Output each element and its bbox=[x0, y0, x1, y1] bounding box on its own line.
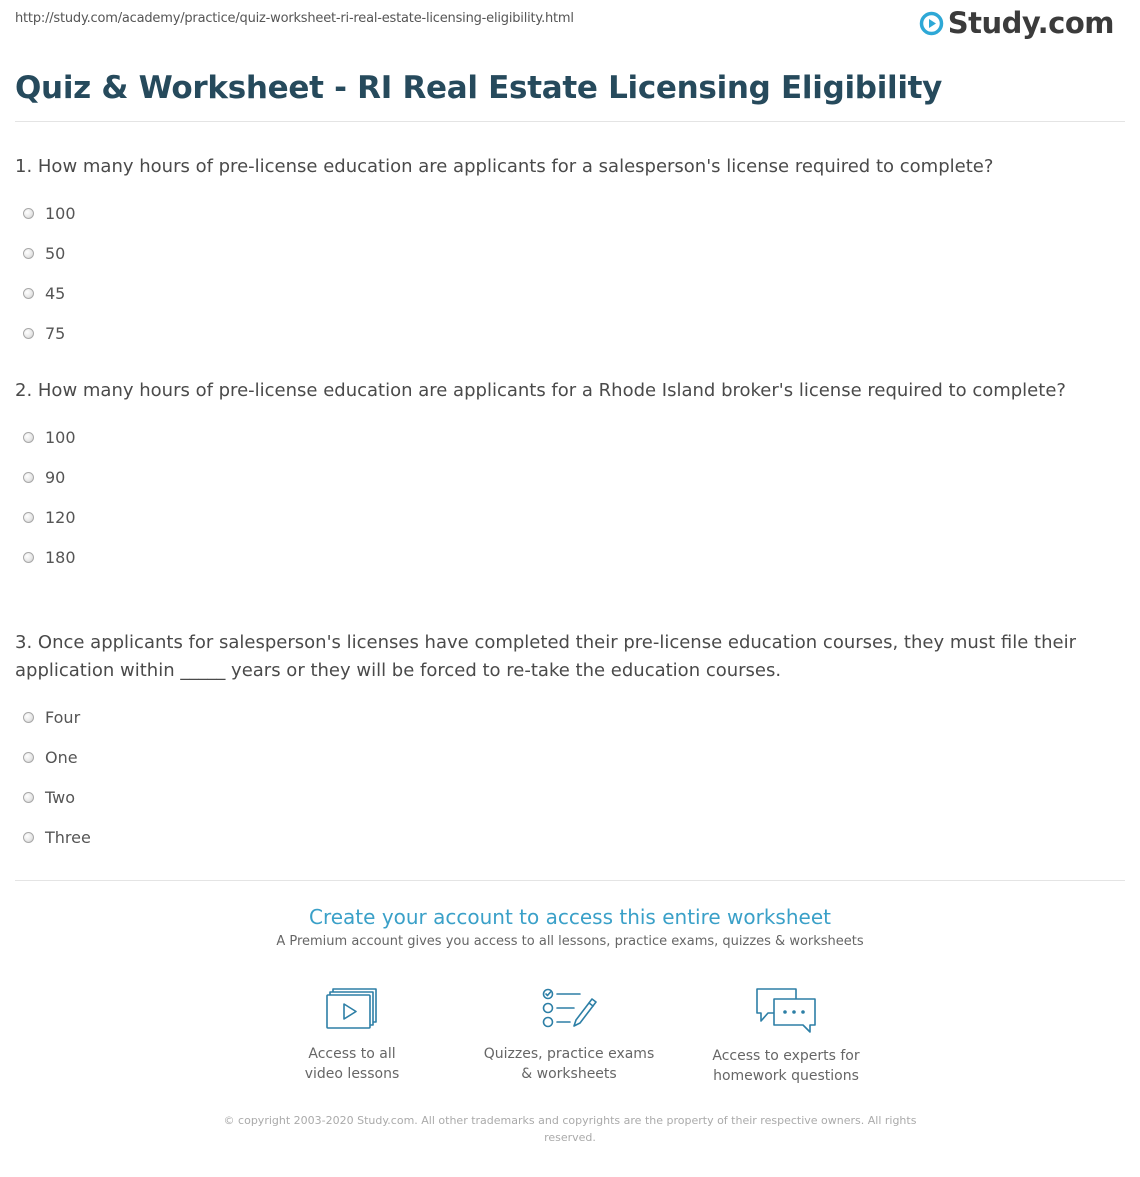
radio-button[interactable] bbox=[23, 248, 34, 259]
radio-button[interactable] bbox=[23, 208, 34, 219]
question-text: 1. How many hours of pre-license education are applicants for a salesperson's license required to complete? bbox=[15, 156, 994, 177]
answer-option[interactable] bbox=[15, 697, 1120, 737]
option-label: Four bbox=[45, 707, 81, 727]
divider bbox=[15, 121, 1125, 122]
question-text: 2. How many hours of pre-license education are applicants for a Rhode Island broker's license required to complete? bbox=[15, 380, 1066, 401]
radio-button[interactable] bbox=[23, 472, 34, 483]
option-label: 75 bbox=[45, 323, 66, 343]
feature-video-lessons bbox=[252, 986, 452, 1084]
question-1 bbox=[15, 153, 1120, 353]
feature-label: Access to experts for bbox=[712, 1048, 860, 1064]
radio-button[interactable] bbox=[23, 552, 34, 563]
radio-button[interactable] bbox=[23, 752, 34, 763]
feature-experts bbox=[686, 986, 886, 1086]
feature-label: video lessons bbox=[304, 1066, 400, 1082]
cta-subtitle: A Premium account gives you access to all lessons, practice exams, quizzes & worksheets bbox=[276, 934, 864, 949]
option-label: 120 bbox=[45, 507, 76, 527]
answer-option[interactable] bbox=[15, 313, 1120, 353]
answer-option[interactable] bbox=[15, 777, 1120, 817]
answer-option[interactable] bbox=[15, 273, 1120, 313]
option-label: 100 bbox=[45, 427, 76, 447]
answer-option[interactable] bbox=[15, 537, 1120, 577]
divider bbox=[15, 880, 1125, 881]
option-label: 100 bbox=[45, 203, 76, 223]
option-label: One bbox=[45, 747, 78, 767]
logo-text: Study.com bbox=[947, 6, 1114, 40]
radio-button[interactable] bbox=[23, 512, 34, 523]
question-3 bbox=[15, 629, 1120, 857]
radio-button[interactable] bbox=[23, 712, 34, 723]
answer-option[interactable] bbox=[15, 193, 1120, 233]
feature-label: & worksheets bbox=[521, 1066, 617, 1082]
answer-option[interactable] bbox=[15, 417, 1120, 457]
quiz-checklist-icon bbox=[540, 986, 598, 1032]
option-label: 50 bbox=[45, 243, 66, 263]
feature-label: Access to all bbox=[308, 1046, 396, 1062]
option-label: 90 bbox=[45, 467, 66, 487]
video-lessons-icon bbox=[324, 986, 380, 1032]
option-label: Three bbox=[45, 827, 91, 847]
option-label: 45 bbox=[45, 283, 66, 303]
cta-title-link[interactable]: Create your account to access this entire worksheet bbox=[309, 905, 831, 929]
option-label: 180 bbox=[45, 547, 76, 567]
radio-button[interactable] bbox=[23, 288, 34, 299]
answer-option[interactable] bbox=[15, 817, 1120, 857]
question-text: 3. Once applicants for salesperson's licenses have completed their pre-license education courses, they must file their application within _____ years or they will be forced to re-take the education courses. bbox=[15, 632, 1076, 681]
feature-label: Quizzes, practice exams bbox=[483, 1046, 655, 1062]
copyright-text: © copyright 2003-2020 Study.com. All other trademarks and copyrights are the property of their respective owners. All rights reserved. bbox=[223, 1114, 917, 1144]
radio-button[interactable] bbox=[23, 432, 34, 443]
play-circle-icon bbox=[919, 11, 944, 36]
radio-button[interactable] bbox=[23, 328, 34, 339]
question-2 bbox=[15, 377, 1120, 577]
study-logo[interactable] bbox=[919, 6, 1114, 40]
feature-quizzes bbox=[469, 986, 669, 1084]
option-label: Two bbox=[45, 787, 75, 807]
chat-bubbles-icon bbox=[754, 986, 818, 1034]
radio-button[interactable] bbox=[23, 832, 34, 843]
answer-option[interactable] bbox=[15, 233, 1120, 273]
page-title: Quiz & Worksheet - RI Real Estate Licensing Eligibility bbox=[15, 70, 943, 106]
feature-label: homework questions bbox=[713, 1068, 859, 1084]
answer-option[interactable] bbox=[15, 457, 1120, 497]
signup-cta bbox=[0, 904, 1140, 949]
page-url: http://study.com/academy/practice/quiz-worksheet-ri-real-estate-licensing-eligibility.html bbox=[15, 11, 574, 26]
answer-option[interactable] bbox=[15, 737, 1120, 777]
answer-option[interactable] bbox=[15, 497, 1120, 537]
radio-button[interactable] bbox=[23, 792, 34, 803]
